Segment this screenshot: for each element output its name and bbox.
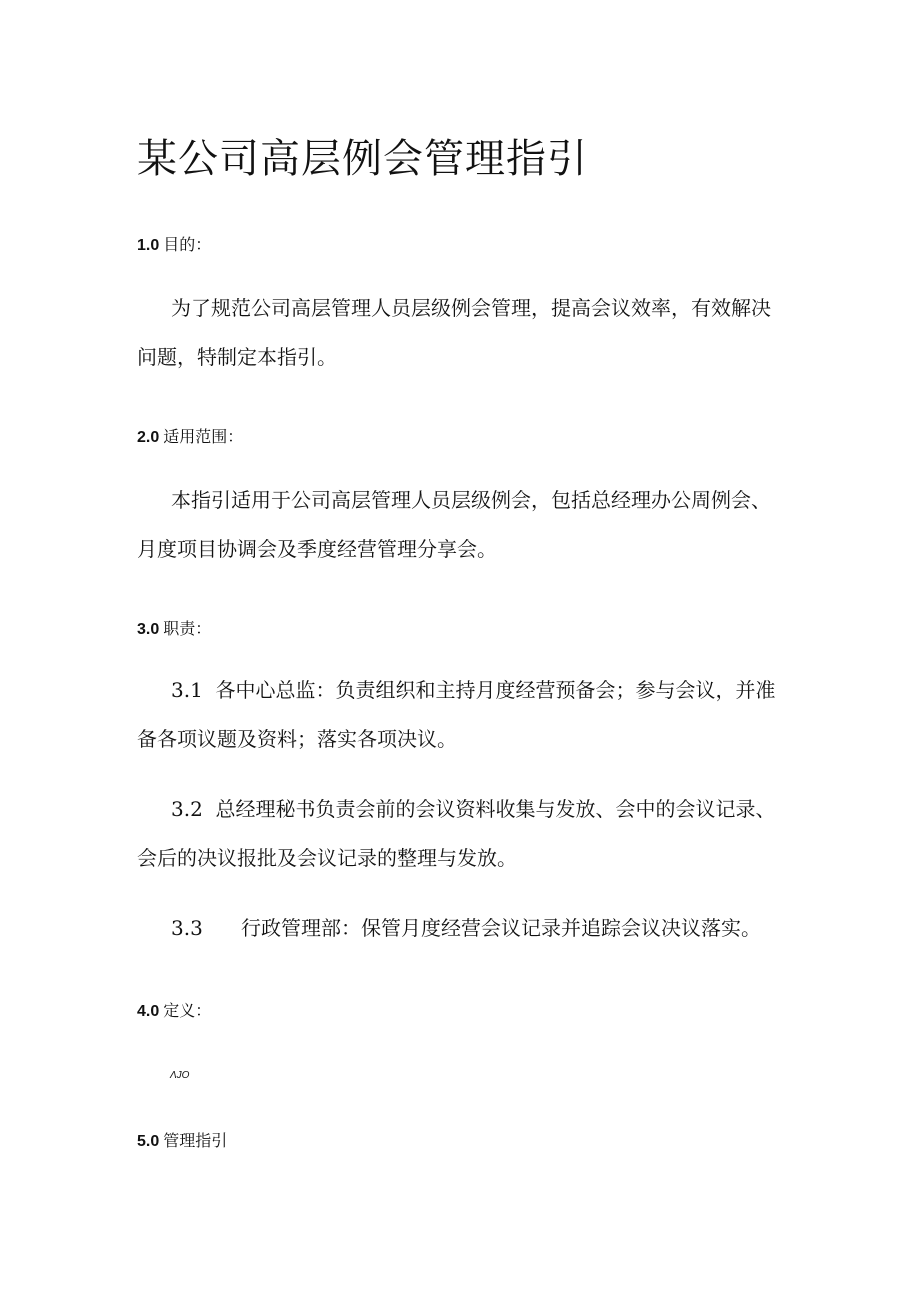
section-heading-definition — [137, 998, 211, 1021]
duty-number: 3.2 — [171, 797, 203, 821]
section-number: 5.0 — [137, 1133, 160, 1150]
document-title: 某公司高层例会管理指引 — [137, 136, 588, 182]
purpose-text: 为了规范公司高层管理人员层级例会管理，提高会议效率，有效解决问题，特制定本指引。 — [137, 296, 771, 369]
purpose-paragraph — [137, 284, 787, 382]
duty-item — [137, 904, 787, 953]
definition-mark: ΛJO — [170, 1070, 190, 1081]
section-heading-duties — [137, 616, 211, 639]
section-number: 2.0 — [137, 429, 160, 446]
duty-text: 各中心总监：负责组织和主持月度经营预备会；参与会议，并准备各项议题及资料；落实各项决议。 — [137, 678, 776, 751]
scope-paragraph — [137, 476, 787, 574]
duty-number: 3.3 — [171, 916, 203, 940]
section-heading-guidelines — [137, 1128, 227, 1151]
scope-text: 本指引适用于公司高层管理人员层级例会，包括总经理办公周例会、月度项目协调会及季度经营管理分享会。 — [137, 488, 771, 561]
duty-number: 3.1 — [171, 678, 203, 702]
section-number: 1.0 — [137, 237, 160, 254]
duty-item — [137, 785, 787, 883]
duty-text: 总经理秘书负责会前的会议资料收集与发放、会中的会议记录、会后的决议报批及会议记录的整理与发放。 — [137, 797, 776, 870]
section-heading-purpose — [137, 232, 211, 255]
section-label: 定义： — [163, 1001, 212, 1020]
section-number: 3.0 — [137, 621, 160, 638]
duty-item — [137, 666, 787, 764]
section-label: 适用范围： — [163, 427, 244, 446]
section-label: 职责： — [163, 619, 212, 638]
section-heading-scope — [137, 424, 243, 447]
section-label: 管理指引 — [163, 1131, 228, 1150]
duty-text: 行政管理部：保管月度经营会议记录并追踪会议决议落实。 — [240, 916, 761, 940]
section-number: 4.0 — [137, 1003, 160, 1020]
section-label: 目的： — [163, 235, 212, 254]
